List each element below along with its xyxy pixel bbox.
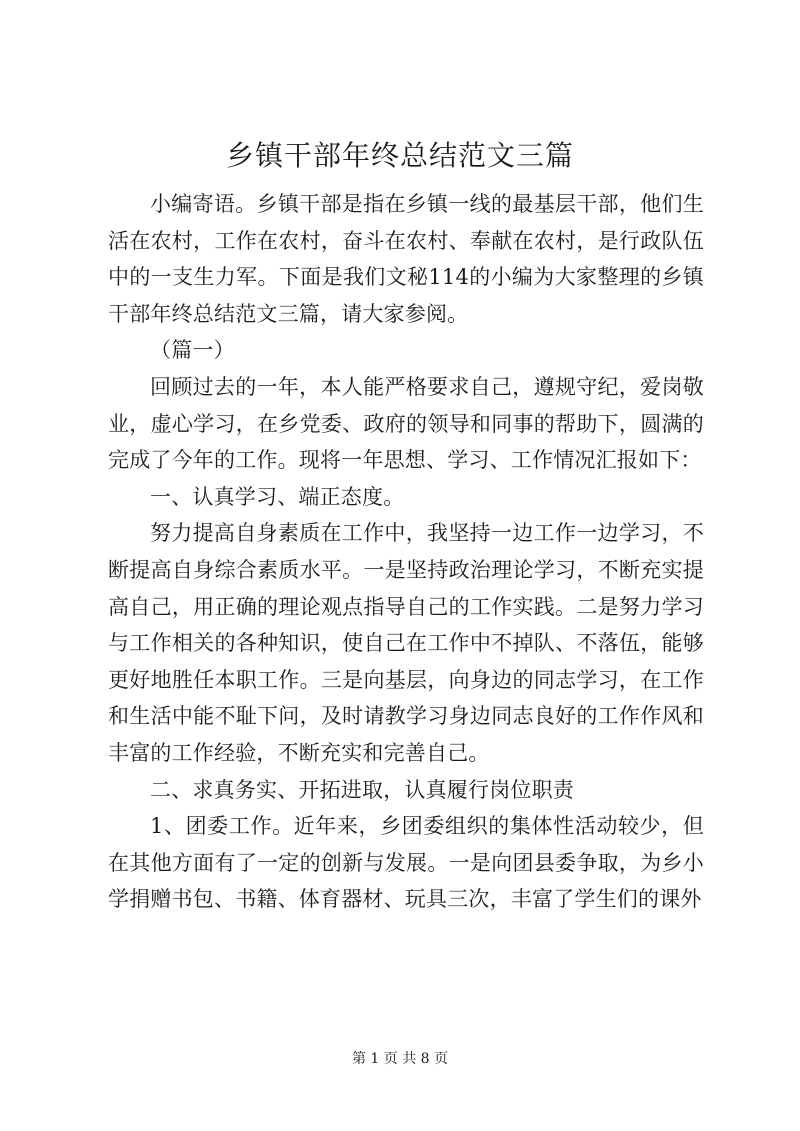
heading-duties: 二、求真务实、开拓进取，认真履行岗位职责	[150, 777, 574, 802]
document-title: 乡镇干部年终总结范文三篇	[225, 139, 574, 172]
paragraph-study: 努力提高自身素质在工作中，我坚持一边工作一边学习，不断提高自身综合素质水平。一是坚持政治理论学习，不断充实提高自己，用正确的理论观点指导自己的工作实践。二是努力学习与工作相关的各种知识，使自己在工作中不掉队、不落伍，能够更好地胜任本职工作。三是向基层，向身边的同志学习，在工作和生活中能不耻下问，及时请教学习身边同志良好的工作作风和丰富的工作经验，不断充实和完善自己。	[108, 521, 704, 765]
page-number-footer: 第 1 页 共 8 页	[351, 1051, 449, 1067]
paragraph-intro: 小编寄语。乡镇干部是指在乡镇一线的最基层干部，他们生活在农村，工作在农村，奋斗在农村、奉献在农村，是行政队伍中的一支生力军。下面是我们文秘114的小编为大家整理的乡镇干部年终总结范文三篇，请大家参阅。	[108, 192, 704, 326]
paragraph-section-label: （篇一）	[150, 338, 235, 363]
heading-study: 一、认真学习、端正态度。	[150, 484, 405, 509]
paragraph-review: 回顾过去的一年，本人能严格要求自己，遵规守纪，爱岗敬业，虚心学习，在乡党委、政府的领导和同事的帮助下，圆满的完成了今年的工作。现将一年思想、学习、工作情况汇报如下：	[108, 374, 704, 473]
paragraph-youth-league: 1、团委工作。近年来，乡团委组织的集体性活动较少，但在其他方面有了一定的创新与发展。一是向团县委争取，为乡小学捐赠书包、书籍、体育器材、玩具三次，丰富了学生们的课外	[108, 814, 704, 912]
document-body	[108, 186, 704, 918]
